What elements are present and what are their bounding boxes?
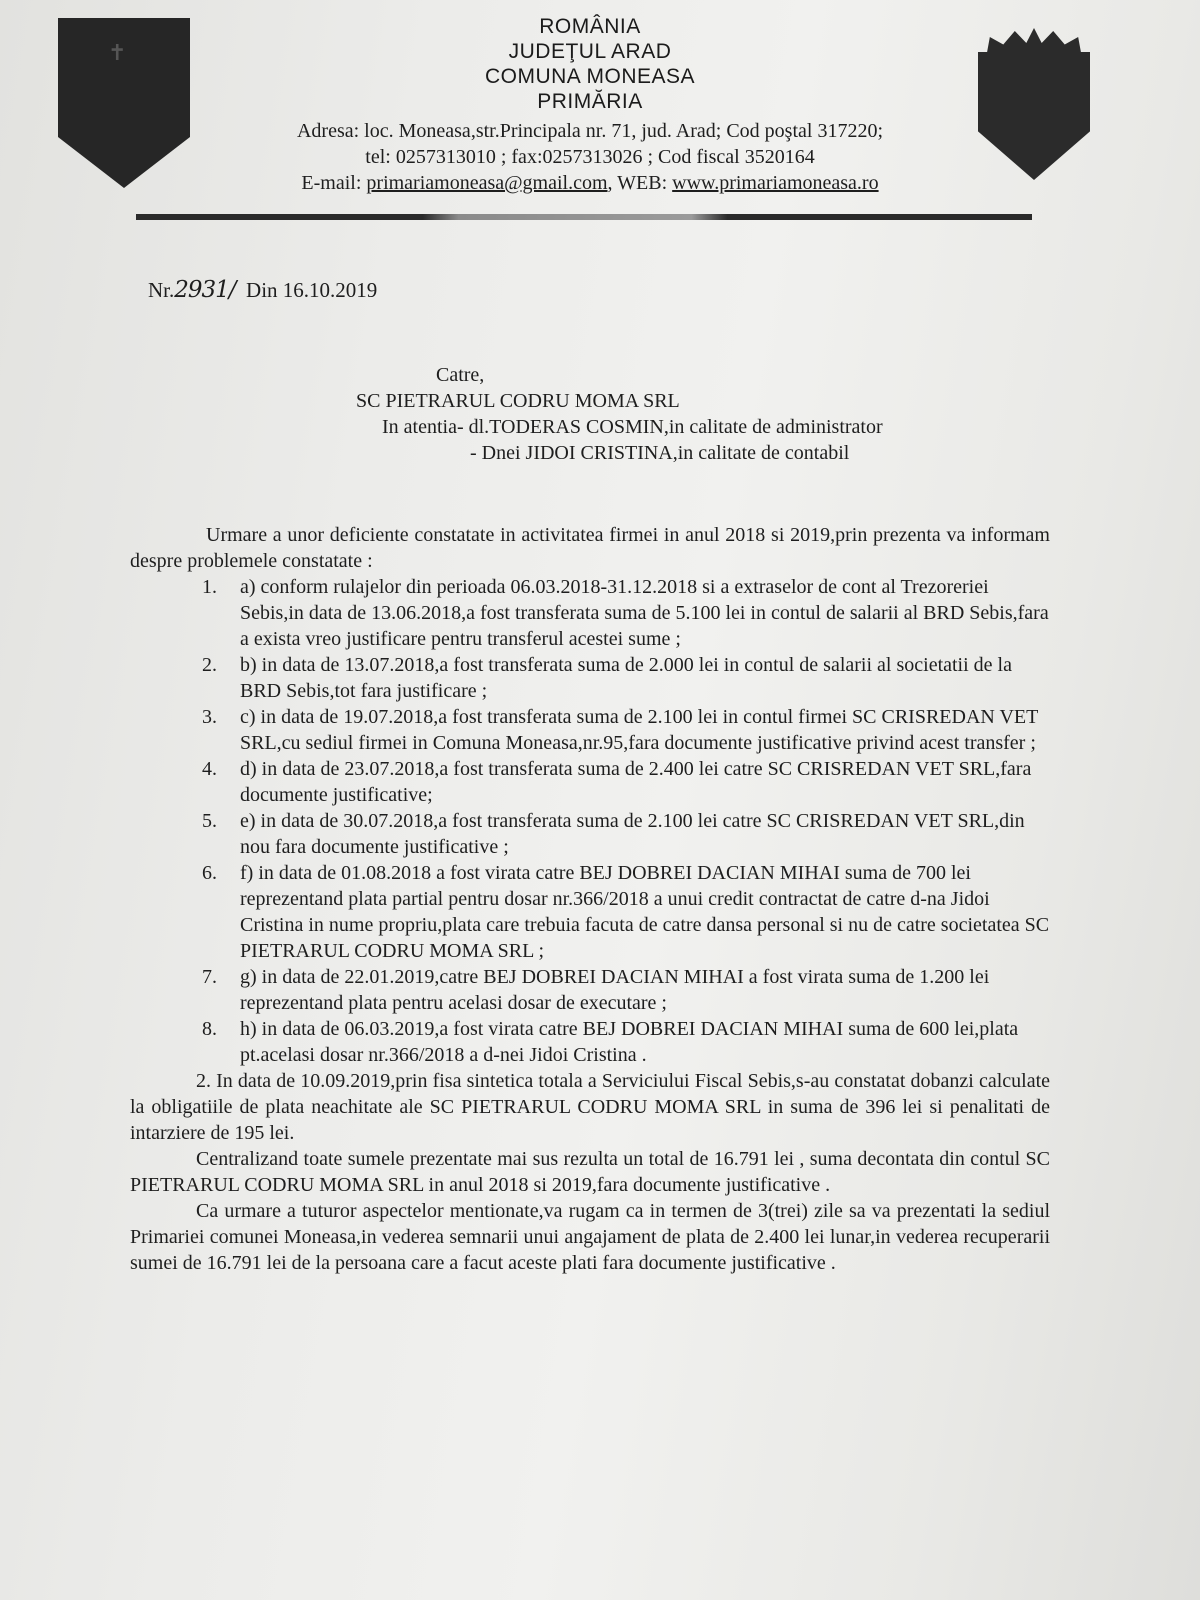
office-name: PRIMĂRIA: [537, 90, 643, 113]
email-web-line: [190, 170, 990, 196]
attention-accountant: - Dnei JIDOI CRISTINA,in calitate de contabil: [470, 442, 850, 464]
item-number: 7.: [202, 966, 217, 988]
list-item: [130, 808, 1050, 860]
item-text: e) in data de 30.07.2018,a fost transferata suma de 2.100 lei catre SC CRISREDAN VET SRL,din nou fara documente justificative ;: [240, 810, 1025, 858]
nr-label: Nr.: [148, 278, 175, 302]
item-number: 4.: [202, 758, 217, 780]
list-item: [130, 574, 1050, 652]
item-text: c) in data de 19.07.2018,a fost transferata suma de 2.100 lei in contul firmei SC CRISREDAN VET SRL,cu sediul firmei in Comuna Moneasa,nr.95,fara documente justificative privind acest transfer ;: [240, 706, 1039, 754]
address-line: Adresa: loc. Moneasa,str.Principala nr. 71, jud. Arad; Cod poştal 317220;: [296, 120, 884, 142]
company-name: SC PIETRARUL CODRU MOMA SRL: [356, 390, 680, 412]
letterhead: [190, 14, 990, 114]
coat-of-arms-cross-icon: ✝: [108, 40, 127, 65]
phone-line: tel: 0257313010 ; fax:0257313026 ; Cod fiscal 3520164: [365, 146, 815, 168]
nr-handwritten-value: 2931/: [174, 277, 236, 303]
list-item: [130, 652, 1050, 704]
commune-name: COMUNA MONEASA: [484, 65, 696, 88]
intro-paragraph: Urmare a unor deficiente constatate in activitatea firmei in anul 2018 si 2019,prin prezenta va informam despre problemele constatate :: [130, 524, 1050, 572]
registration-number: [148, 277, 377, 303]
item-text: b) in data de 13.07.2018,a fost transferata suma de 2.000 lei in contul de salarii al societatii de la BRD Sebis,tot fara justificare ;: [240, 654, 1012, 702]
list-item: [130, 756, 1050, 808]
item-number: 8.: [202, 1018, 217, 1040]
document-date: Din 16.10.2019: [246, 278, 378, 302]
interest-paragraph: 2. In data de 10.09.2019,prin fisa sintetica totala a Serviciului Fiscal Sebis,s-au constatat dobanzi calculate la obligatiile de plata neachitate ale SC PIETRARUL CODRU MOMA SRL in suma de 396 lei si penalitati de intarziere de 195 lei.: [130, 1070, 1050, 1144]
contact-block: [190, 118, 990, 196]
arad-county-coat-of-arms: [978, 52, 1090, 180]
list-item: [130, 860, 1050, 964]
request-paragraph: Ca urmare a tuturor aspectelor mentionate,va rugam ca in termen de 3(trei) zile sa va prezentati la sediul Primariei comunei Moneasa,in vederea semnarii unui angajament de plata de 2.400 lei lunar,in vederea recuperarii sumei de 16.791 lei de la persoana care a facut aceste plati fara documente justificative .: [130, 1200, 1050, 1274]
item-number: 5.: [202, 810, 217, 832]
item-number: 2.: [202, 654, 217, 676]
list-item: [130, 1016, 1050, 1068]
header-divider: [136, 214, 1032, 220]
total-paragraph: Centralizand toate sumele prezentate mai sus rezulta un total de 16.791 lei , suma decontata din contul SC PIETRARUL CODRU MOMA SRL in anul 2018 si 2019,fara documente justificative .: [130, 1148, 1050, 1196]
county-name: JUDEŢUL ARAD: [508, 40, 672, 63]
findings-list: [130, 574, 1050, 1068]
item-text: f) in data de 01.08.2018 a fost virata catre BEJ DOBREI DACIAN MIHAI suma de 700 lei reprezentand plata partial pentru dosar nr.366/2018 a unui credit contractat de catre d-na Jidoi Cristina in nume propriu,plata care trebuia facuta de catre dansa personal si nu de catre societatea SC PIETRARUL CODRU MOMA SRL ;: [240, 862, 1050, 962]
web-link[interactable]: www.primariamoneasa.ro: [672, 172, 879, 194]
item-number: 3.: [202, 706, 217, 728]
list-item: [130, 964, 1050, 1016]
country-name: ROMÂNIA: [539, 15, 641, 38]
web-label: , WEB:: [607, 172, 673, 194]
item-text: a) conform rulajelor din perioada 06.03.2018-31.12.2018 si a extraselor de cont al Trezoreriei Sebis,in data de 13.06.2018,a fost transferata suma de 5.100 lei in contul de salarii al BRD Sebis,fara a exista vreo justificare pentru transferul acestei sume ;: [240, 576, 1049, 650]
salutation: Catre,: [436, 364, 485, 386]
item-number: 1.: [202, 576, 217, 598]
item-text: g) in data de 22.01.2019,catre BEJ DOBREI DACIAN MIHAI a fost virata suma de 1.200 lei reprezentand plata pentru acelasi dosar de executare ;: [240, 966, 990, 1014]
email-link[interactable]: primariamoneasa@gmail.com: [366, 172, 608, 194]
item-text: d) in data de 23.07.2018,a fost transferata suma de 2.400 lei catre SC CRISREDAN VET SRL,fara documente justificative;: [240, 758, 1032, 806]
attention-administrator: In atentia- dl.TODERAS COSMIN,in calitate de administrator: [382, 416, 883, 438]
letter-body: [130, 522, 1050, 1276]
item-text: h) in data de 06.03.2019,a fost virata catre BEJ DOBREI DACIAN MIHAI suma de 600 lei,plata pt.acelasi dosar nr.366/2018 a d-nei Jidoi Cristina .: [240, 1018, 1019, 1066]
email-label: E-mail:: [301, 172, 367, 194]
item-number: 6.: [202, 862, 217, 884]
list-item: [130, 704, 1050, 756]
